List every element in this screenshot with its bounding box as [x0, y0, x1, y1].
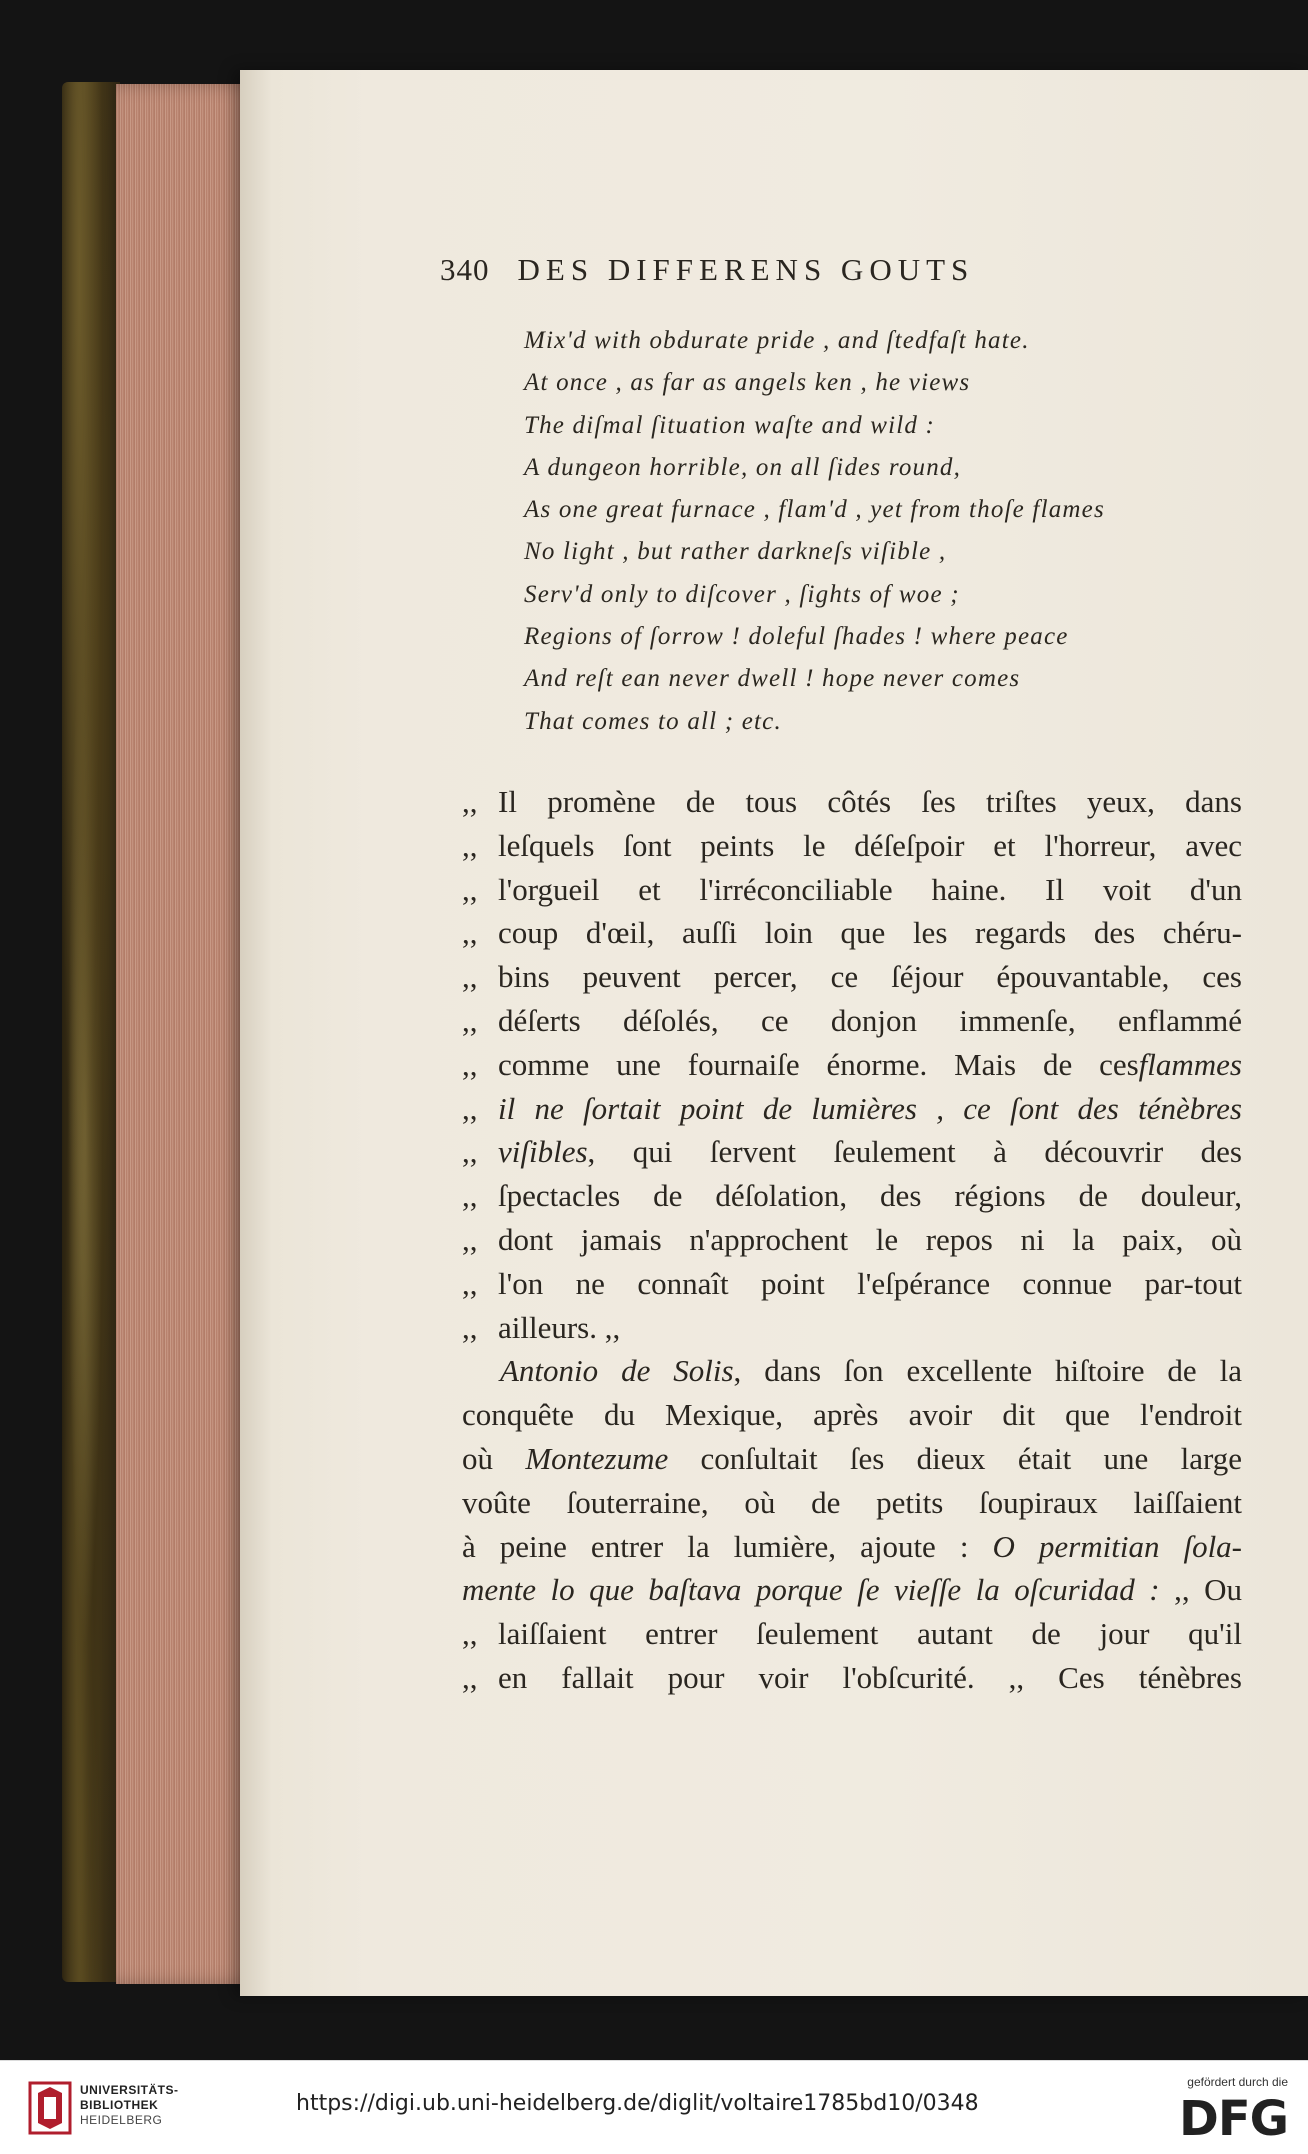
prose-line: ,, en fallait pour voir l'obſcurité. ,, Ces ténèbres: [462, 1659, 1242, 1695]
poem-line: No light , but rather darkneſs viſible ,: [524, 538, 947, 566]
viewer-footer: [0, 2060, 1308, 2154]
prose-line: ,, ſpectacles de déſolation, des régions de douleur,: [462, 1178, 1242, 1214]
prose-line: ,, coup d'œil, auſſi loin que les regards des chéru-: [462, 915, 1242, 951]
dfg-logo[interactable]: DFG: [1178, 2091, 1288, 2147]
university-library-name[interactable]: UNIVERSITÄTS- BIBLIOTHEK HEIDELBERG: [80, 2083, 179, 2127]
poem-line: Regions of ſorrow ! doleful ſhades ! where peace: [524, 623, 1069, 651]
prose-line: ,, bins peuvent percer, ce ſéjour épouvantable, ces: [462, 959, 1242, 995]
prose-line: voûte ſouterraine, où de petits ſoupiraux laiſſaient: [462, 1484, 1242, 1520]
funding-caption: gefördert durch die: [1187, 2075, 1288, 2089]
page-number: 340: [440, 252, 490, 287]
prose-line: à peine entrer la lumière, ajoute : O permitian ſola-: [462, 1528, 1243, 1564]
poem-line: Serv'd only to diſcover , ſights of woe ;: [524, 580, 960, 608]
university-library-logo-icon: [28, 2081, 72, 2135]
poem-line: At once , as far as angels ken , he views: [524, 369, 971, 397]
english-poem-quote: [524, 320, 1224, 743]
poem-line: The diſmal ſituation waſte and wild :: [524, 411, 936, 439]
poem-line: That comes to all ; etc.: [524, 707, 782, 735]
poem-line: As one great furnace , flam'd , yet from thoſe flames: [524, 496, 1105, 524]
prose-line: ,, ailleurs. ,,: [462, 1309, 621, 1345]
prose-line: ,, l'orgueil et l'irréconciliable haine. Il voit d'un: [462, 871, 1242, 907]
marbled-board-edge: [62, 82, 120, 1982]
prose-line: conquête du Mexique, après avoir dit que l'endroit: [462, 1397, 1242, 1433]
poem-line: A dungeon horrible, on all ſides round,: [524, 453, 962, 481]
prose-line: ,, dont jamais n'approchent le repos ni la paix, où: [462, 1221, 1242, 1257]
prose-line: ,, laiſſaient entrer ſeulement autant de jour qu'il: [462, 1616, 1242, 1652]
prose-line: ,, Il promène de tous côtés ſes triſtes yeux, dans: [462, 784, 1242, 819]
prose-line: ,, leſquels ſont peints le déſeſpoir et l'horreur, avec: [462, 827, 1242, 863]
running-header: [440, 252, 1100, 288]
poem-line: Mix'd with obdurate pride , and ſtedfaſt hate.: [524, 327, 1030, 354]
prose-line: ,, viſibles, qui ſervent ſeulement à découvrir des: [462, 1134, 1242, 1170]
french-prose: [462, 780, 1242, 1700]
prose-line: où Montezume conſultait ſes dieux était une large: [462, 1440, 1242, 1476]
prose-line: ,, il ne ſortait point de lumières , ce ſont des ténèbres: [462, 1090, 1242, 1126]
page-block-edges: [116, 84, 260, 1984]
permalink-url[interactable]: https://digi.ub.uni-heidelberg.de/diglit/voltaire1785bd10/0348: [296, 2091, 979, 2116]
prose-line: mente lo que baſtava porque ſe vieſſe la oſcuridad : ,, Ou: [462, 1572, 1243, 1608]
prose-line: ,, déſerts déſolés, ce donjon immenſe, enflammé: [462, 1002, 1242, 1038]
prose-line: ,, comme une fournaiſe énorme. Mais de cesflammes: [462, 1046, 1242, 1082]
prose-line: ,, l'on ne connaît point l'eſpérance connue par-tout: [462, 1265, 1242, 1301]
running-title: DES DIFFERENS GOUTS: [517, 252, 975, 287]
prose-line: Antonio de Solis, dans ſon excellente hiſtoire de la: [500, 1353, 1242, 1389]
poem-line: And reſt ean never dwell ! hope never comes: [524, 665, 1021, 693]
